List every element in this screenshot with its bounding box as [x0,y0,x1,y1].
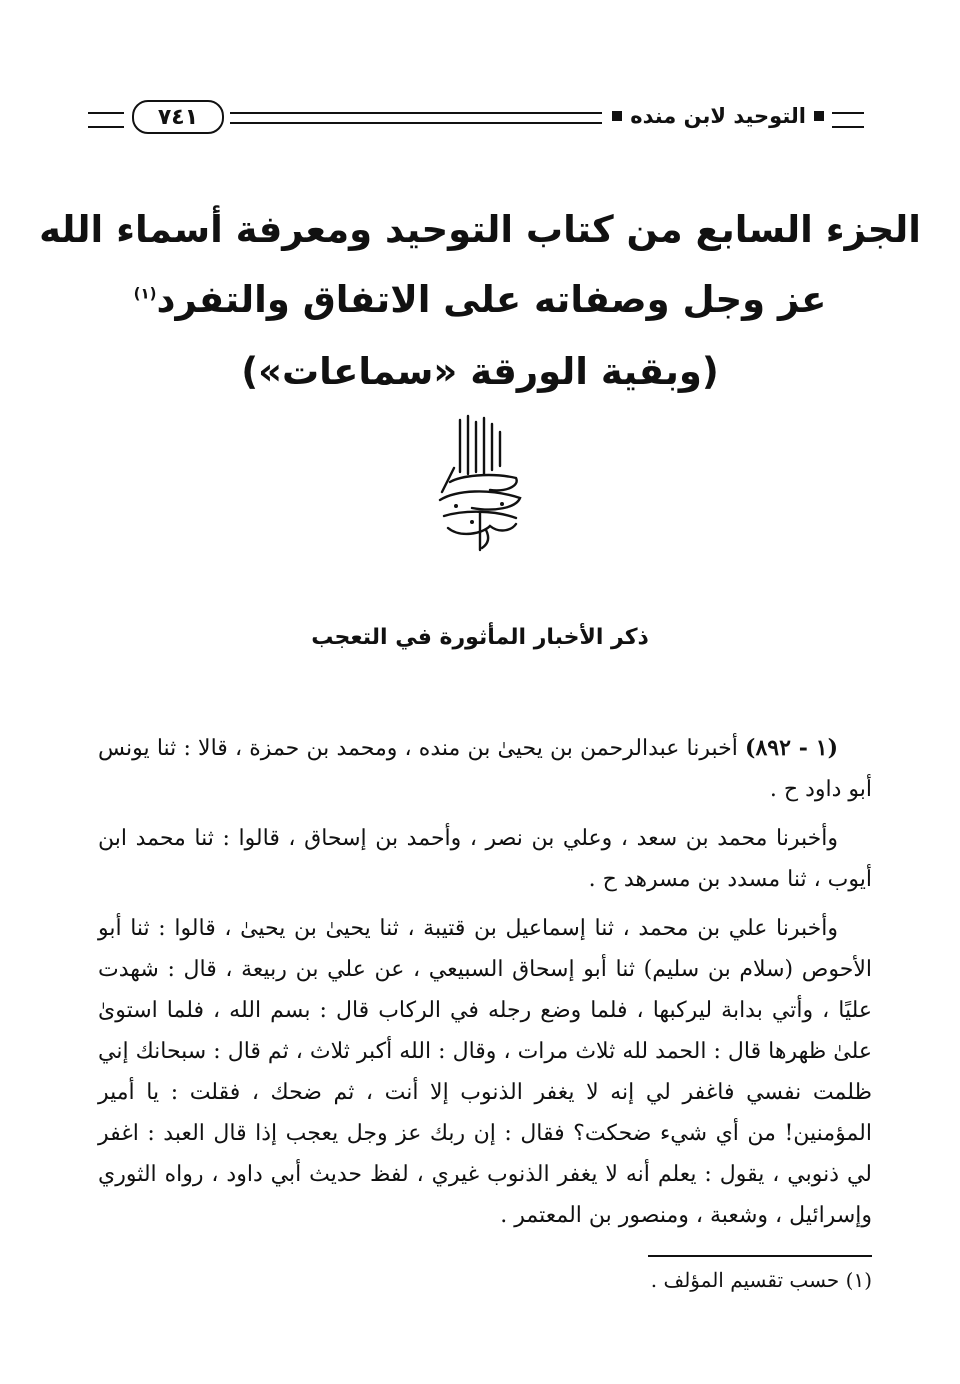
paragraph: وأخبرنا علي بن محمد ، ثنا إسماعيل بن قتيبة ، ثنا يحيىٰ بن يحيىٰ ، قالوا : ثنا أبو الأحوص (سلام بن سليم) ثنا أبو إسحاق السبيعي ، عن علي بن ربيعة ، قال : شهدت عليًا ، وأتي بدابة ليركبها ، فلما وضع رجله في الركاب قال : بسم الله ، فلما استوىٰ علىٰ ظهرها قال : الحمد لله ثلاث مرات ، وقال : الله أكبر ثلاث ، ثم قال : سبحانك إني ظلمت نفسي فاغفر لي إنه لا يغفر الذنوب إلا أنت ، ثم ضحك ، فقلت : يا أمير المؤمنين! من أي شيء ضحكت؟ فقال : إن ربك عز وجل يعجب إذا قال العبد : اغفر لي ذنوبي ، يقول : يعلم أنه لا يغفر الذنوب غيري ، لفظ حديث أبي داود ، رواه الثوري وإسرائيل ، وشعبة ، ومنصور بن المعتمر . [98,916,872,1228]
part-title-line-3: (وبقية الورقة «سماعات») [241,350,719,393]
part-title-line-2-text: عز وجل وصفاته على الاتفاق والتفرد [156,278,827,321]
paragraph-text: أخبرنا عبدالرحمن بن يحيىٰ بن منده ، ومحمد بن حمزة ، قالا : ثنا يونس أبو داود ح . [98,736,872,802]
header-book-title [612,98,824,134]
header-left-rule [88,112,124,128]
basmala-calligraphy [420,412,538,552]
square-bullet-icon [814,111,824,121]
paragraph: وأخبرنا محمد بن سعد ، وعلي بن نصر ، وأحمد بن إسحاق ، قالوا : ثنا محمد ابن أيوب ، ثنا مسدد بن مسرهد ح . [98,826,872,892]
part-title-line-2 [0,278,960,321]
page-number: ٧٤١ [132,100,224,134]
paragraph [98,728,872,810]
header-book-title-text: التوحيد لابن منده [630,104,806,128]
square-bullet-icon [612,111,622,121]
main-text [98,728,872,1244]
footnote-marker: (١) [133,284,157,303]
footnote-separator [648,1255,872,1257]
running-header [88,98,864,148]
part-title-line-1: الجزء السابع من كتاب التوحيد ومعرفة أسماء الله [39,208,921,251]
hadith-number: (١ - ٨٩٢) [745,735,838,761]
header-double-rule [230,112,602,124]
header-right-rule [832,112,864,128]
footnote: (١) حسب تقسيم المؤلف . [650,1268,872,1292]
section-heading: ذكر الأخبار المأثورة في التعجب [311,625,649,650]
